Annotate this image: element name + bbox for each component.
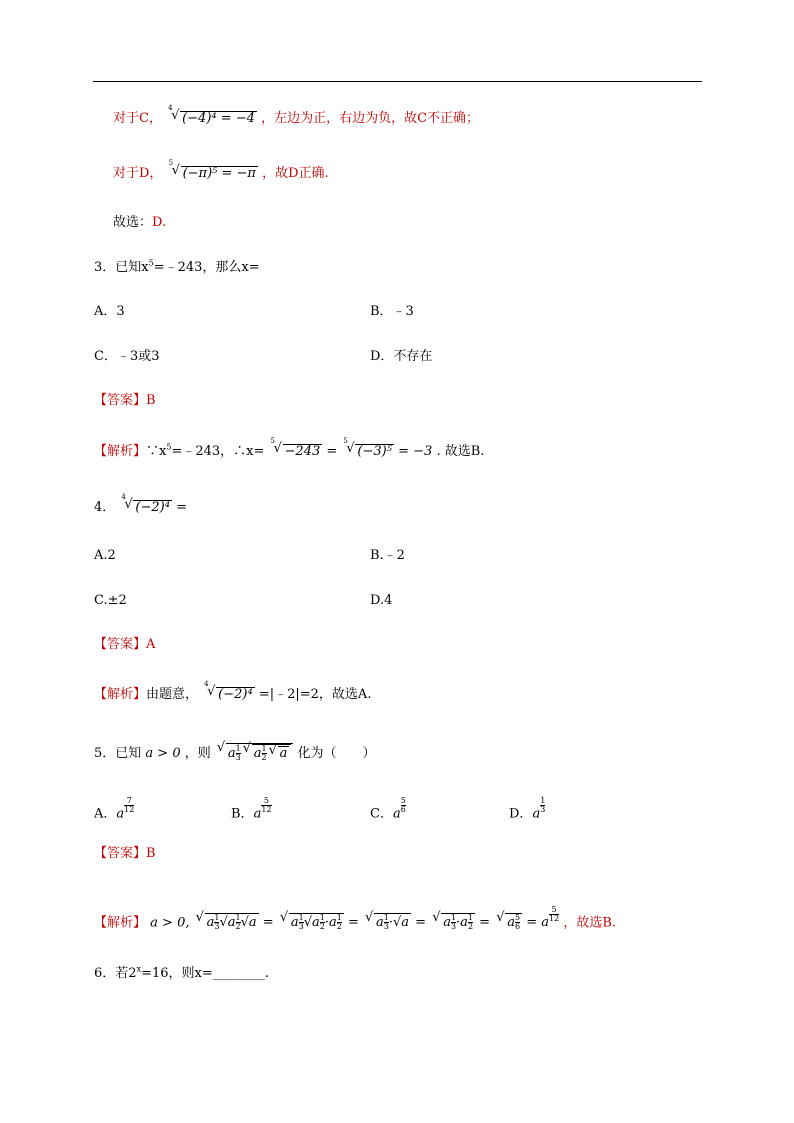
text: 3．已知x (94, 260, 149, 275)
text: 【答案】 (94, 393, 147, 408)
math-expression: 5 √ −243 = 5 √ (−3)⁵ = −3 (270, 437, 433, 459)
question-5-stem (94, 740, 376, 762)
text: 化为（ ） (297, 746, 376, 761)
text: 由题意， (146, 687, 199, 702)
text: =|﹣2|=2，故选A. (258, 687, 372, 702)
text: 5 (148, 258, 154, 268)
text: ，则 (184, 746, 211, 761)
line-option-d-analysis (113, 159, 329, 181)
text: . (264, 966, 269, 981)
text: ，左边为正，右边为负，故C不正确； (261, 111, 480, 126)
q4-analysis (94, 680, 372, 702)
math-expression: 4 √ (−2)⁴ (204, 680, 253, 702)
q3-option-d: D．不存在 (370, 349, 433, 364)
math-expression: 5 √ (−π)⁵ = −π (168, 159, 256, 181)
q5-option-d: D．a $\frac{1}{3}$ (509, 796, 546, 822)
answer-blank[interactable]: ________ (212, 966, 265, 981)
text: . 故选B. (436, 444, 485, 459)
nested-radical-expression: √ a $\frac{1}{3}$ √ a $\frac{1}{2}$ √ a (215, 746, 298, 761)
text: 对于D， (113, 166, 163, 181)
text: =16，则x= (141, 966, 213, 981)
question-4-stem (94, 493, 187, 515)
text: 故选： (113, 215, 153, 230)
q3-option-a: A．3 (94, 304, 125, 319)
text: 【解析】 (94, 444, 147, 459)
text: D． (509, 806, 533, 822)
text: 5．已知 (94, 746, 142, 761)
math-expression: a > 0 (145, 746, 181, 761)
text: 【解析】 (94, 687, 147, 702)
q3-option-b: B．﹣3 (370, 304, 414, 319)
text: 【解析】 (94, 915, 147, 931)
q4-option-c: C.±2 (94, 593, 127, 608)
header-rule (93, 81, 702, 82)
q3-analysis (94, 437, 485, 459)
text: ，故D正确. (262, 166, 329, 181)
math-expression: a > 0, (150, 915, 190, 931)
q5-option-c: C．a $\frac{5}{6}$ (370, 796, 406, 822)
q4-option-b: B.﹣2 (370, 548, 405, 563)
text: 5 (166, 442, 172, 452)
text: A． (94, 806, 117, 822)
text: D. (152, 215, 167, 230)
text: =﹣243，那么x= (153, 260, 260, 275)
line-conclusion (113, 216, 166, 229)
text: =﹣243，∴x= (171, 444, 265, 459)
q5-option-b: B．a $\frac{5}{12}$ (231, 796, 272, 822)
text: 6．若2 (94, 966, 137, 981)
q3-option-c: C．﹣3或3 (94, 349, 160, 364)
text: C． (370, 806, 393, 822)
text: = (176, 500, 187, 515)
text: 对于C， (113, 111, 162, 126)
q3-answer (94, 394, 156, 407)
text: A (146, 637, 156, 652)
question-6-stem (94, 964, 269, 981)
text: ∵x (146, 444, 167, 459)
math-expression: 4 √ (−4)⁴ = −4 (168, 104, 255, 126)
text: ，故选B. (563, 915, 616, 931)
q5-answer (94, 847, 156, 860)
text: B (146, 393, 156, 408)
text: 【答案】 (94, 637, 147, 652)
q5-option-a: A．a $\frac{7}{12}$ (94, 796, 135, 822)
text: x (136, 964, 142, 974)
text: B． (231, 806, 254, 822)
text: 4． (94, 500, 116, 515)
q5-analysis (94, 906, 616, 931)
q4-option-a: A.2 (94, 548, 116, 563)
math-expression: 4 √ (−2)⁴ (121, 493, 170, 515)
text: 【答案】 (94, 846, 147, 861)
question-3-stem (94, 258, 260, 275)
line-option-c-analysis (113, 104, 480, 126)
text: B (146, 846, 156, 861)
q4-answer (94, 638, 155, 651)
derivation-expression: √ a $\frac{1}{3}$ √a $\frac{1}{2}$ √a = √ a $\frac{1}{3}$ √a $\frac{1}{2}$ ·a $\frac{1}{2}$ = √ a $\frac{1}{3}$ ·√a = √ a $\frac{1}{3}$ ·a $\frac{1}{2}$ = √ a $\frac{5}{6}$ = a $\frac{5}{12}$ (195, 905, 560, 932)
q4-option-d: D.4 (370, 593, 393, 608)
